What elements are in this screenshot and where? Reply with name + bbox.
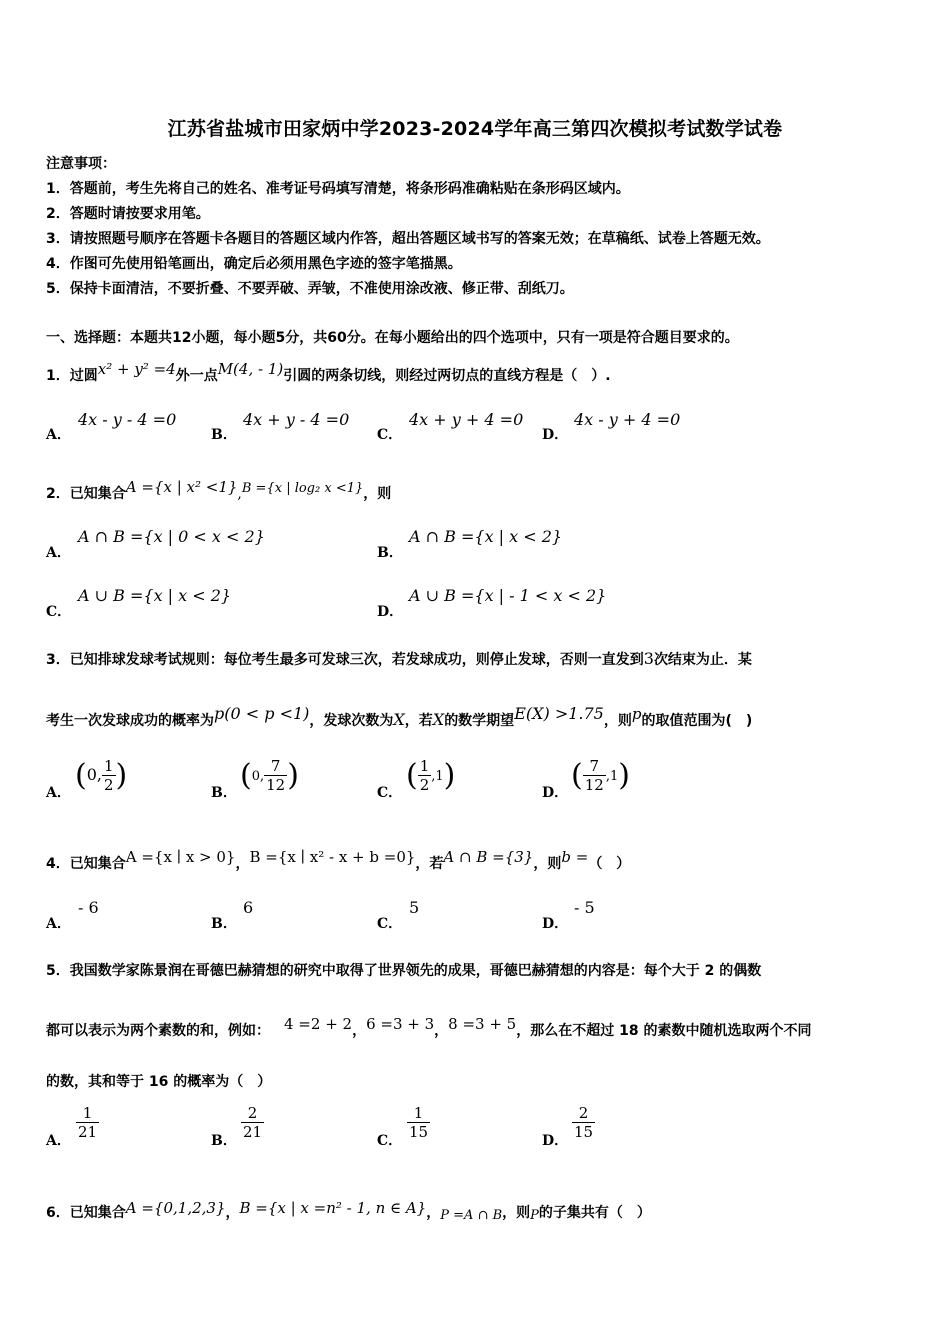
q5-option-d[interactable]: D． [542, 1133, 569, 1149]
q3-option-b[interactable]: B． [211, 785, 237, 801]
q5-option-a-expr [76, 1104, 99, 1141]
q1-text: 1．过圆 [46, 368, 98, 384]
q4-option-c[interactable]: C． [377, 916, 403, 932]
q1-text: 引圆的两条切线，则经过两切点的直线方程是（ ）. [283, 368, 611, 384]
q2-option-c[interactable]: C． [46, 604, 72, 620]
question-5-stem-line2: 都可以表示为两个素数的和，例如： 4 =2 + 2，6 =3 + 3，8 =3 + 5，那么在不超过 18 的素数中随机选取两个不同 [46, 1015, 812, 1039]
q4-math-set-a: A ={x ∣ x > 0} [125, 848, 236, 866]
q3-option-c-expr: ( $\frac{1}{2}$ ,1) [406, 757, 456, 794]
q4-option-a[interactable]: A． [46, 916, 71, 932]
question-3-stem-line2: 考生一次发球成功的概率为p(0 < p <1)，发球次数为X，若X的数学期望E(X) >1.75，则p的取值范围为( ) [46, 704, 753, 729]
q1-option-a-expr: 4x - y - 4 =0 [78, 410, 177, 429]
q4-option-d-expr: - 5 [574, 898, 595, 917]
q6-math-set-a: A ={0,1,2,3} [125, 1199, 226, 1217]
q4-math-set-b: B ={x ∣ x² - x + b =0} [249, 848, 416, 866]
q6-math-set-b: B ={x | x =n² - 1, n ∈ A} [239, 1199, 427, 1217]
q1-option-b[interactable]: B． [211, 427, 237, 443]
q5-option-c-expr [407, 1104, 430, 1141]
fraction: $\frac{1}{2}$ [103, 757, 114, 794]
question-6-stem: 6．已知集合A ={0,1,2,3}，B ={x | x =n² - 1, n ∈ A}，P =A ∩ B，则P的子集共有（ ） [46, 1199, 651, 1223]
q2-text: 2．已知集合 [46, 486, 126, 502]
fraction: $\frac{1}{15}$ [409, 1104, 429, 1141]
notice-heading: 注意事项： [46, 156, 116, 172]
section-heading: 一、选择题：本题共12小题，每小题5分，共60分。在每小题给出的四个选项中，只有一项是符合题目要求的。 [46, 330, 739, 346]
notice-item: 4．作图可先使用铅笔画出，确定后必须用黑色字迹的签字笔描黑。 [46, 256, 462, 272]
q4-option-d[interactable]: D． [542, 916, 569, 932]
notice-item: 2．答题时请按要求用笔。 [46, 206, 210, 222]
q4-option-a-expr: - 6 [78, 898, 99, 917]
q2-math-set-a: A ={x | x² <1} [125, 478, 238, 496]
question-2-stem: 2．已知集合A ={x | x² <1},B ={x | log₂ x <1}，则 [46, 478, 392, 502]
q3-option-a[interactable]: A． [46, 785, 71, 801]
q2-option-d-expr: A ∪ B ={x | - 1 < x < 2} [409, 586, 607, 605]
question-5-stem-line1: 5．我国数学家陈景润在哥德巴赫猜想的研究中取得了世界领先的成果，哥德巴赫猜想的内容是：每个大于 2 的偶数 [46, 963, 762, 979]
question-3-stem-line1: 3．已知排球发球考试规则：每位考生最多可发球三次，若发球成功，则停止发球，否则一直发到3次结束为止．某 [46, 649, 752, 668]
notice-item: 1．答题前，考生先将自己的姓名、准考证号码填写清楚，将条形码准确粘贴在条形码区域内。 [46, 181, 630, 197]
q1-text: 外一点 [175, 368, 218, 384]
q3-option-d-expr: ( $\frac{7}{12}$ ,1) [571, 757, 630, 794]
q1-option-b-expr: 4x + y - 4 =0 [243, 410, 350, 429]
q4-option-c-expr: 5 [409, 898, 420, 917]
q5-option-c[interactable]: C． [377, 1133, 403, 1149]
q2-option-a[interactable]: A． [46, 545, 71, 561]
q3-option-d[interactable]: D． [542, 785, 569, 801]
q1-math-circle: x² + y² =4 [97, 360, 176, 378]
q1-option-d-expr: 4x - y + 4 =0 [574, 410, 681, 429]
q4-option-b[interactable]: B． [211, 916, 237, 932]
q2-text: ，则 [363, 486, 392, 502]
question-4-stem: 4．已知集合A ={x ∣ x > 0}，B ={x ∣ x² - x + b =0}，若A ∩ B ={3}，则b =（ ） [46, 848, 631, 872]
q1-option-c[interactable]: C． [377, 427, 403, 443]
q2-option-d[interactable]: D． [377, 604, 404, 620]
fraction: $\frac{7}{12}$ [584, 757, 604, 794]
fraction: $\frac{7}{12}$ [266, 757, 286, 794]
notice-item: 3．请按照题号顺序在答题卡各题目的答题区域内作答，超出答题区域书写的答案无效；在草稿纸、试卷上答题无效。 [46, 231, 770, 247]
q3-option-b-expr: (0, $\frac{7}{12}$ ) [240, 757, 299, 794]
fraction: $\frac{1}{21}$ [78, 1104, 98, 1141]
notice-item: 5．保持卡面清洁，不要折叠、不要弄破、弄皱，不准使用涂改液、修正带、刮纸刀。 [46, 281, 574, 297]
q5-option-b[interactable]: B． [211, 1133, 237, 1149]
question-5-stem-line3: 的数，其和等于 16 的概率为（ ） [46, 1074, 272, 1090]
q2-option-c-expr: A ∪ B ={x | x < 2} [78, 586, 232, 605]
fraction: $\frac{2}{15}$ [574, 1104, 594, 1141]
fraction: $\frac{1}{2}$ [419, 757, 430, 794]
q1-option-a[interactable]: A． [46, 427, 71, 443]
q1-option-c-expr: 4x + y + 4 =0 [409, 410, 524, 429]
q2-math-set-b: B ={x | log₂ x <1} [241, 481, 364, 496]
question-1-stem [46, 360, 611, 385]
fraction: $\frac{2}{21}$ [243, 1104, 263, 1141]
page-title: 江苏省盐城市田家炳中学2023-2024学年高三第四次模拟考试数学试卷 [167, 118, 783, 140]
q2-option-b-expr: A ∩ B ={x | x < 2} [409, 527, 563, 546]
q2-option-b[interactable]: B． [377, 545, 403, 561]
q1-option-d[interactable]: D． [542, 427, 569, 443]
q1-math-point: M(4, - 1) [217, 360, 284, 378]
q4-option-b-expr: 6 [243, 898, 254, 917]
q3-option-c[interactable]: C． [377, 785, 403, 801]
q5-option-b-expr [241, 1104, 264, 1141]
q2-option-a-expr: A ∩ B ={x | 0 < x < 2} [78, 527, 265, 546]
q3-option-a-expr: (0, $\frac{1}{2}$ ) [75, 757, 128, 794]
q5-option-d-expr [572, 1104, 595, 1141]
q5-option-a[interactable]: A． [46, 1133, 71, 1149]
